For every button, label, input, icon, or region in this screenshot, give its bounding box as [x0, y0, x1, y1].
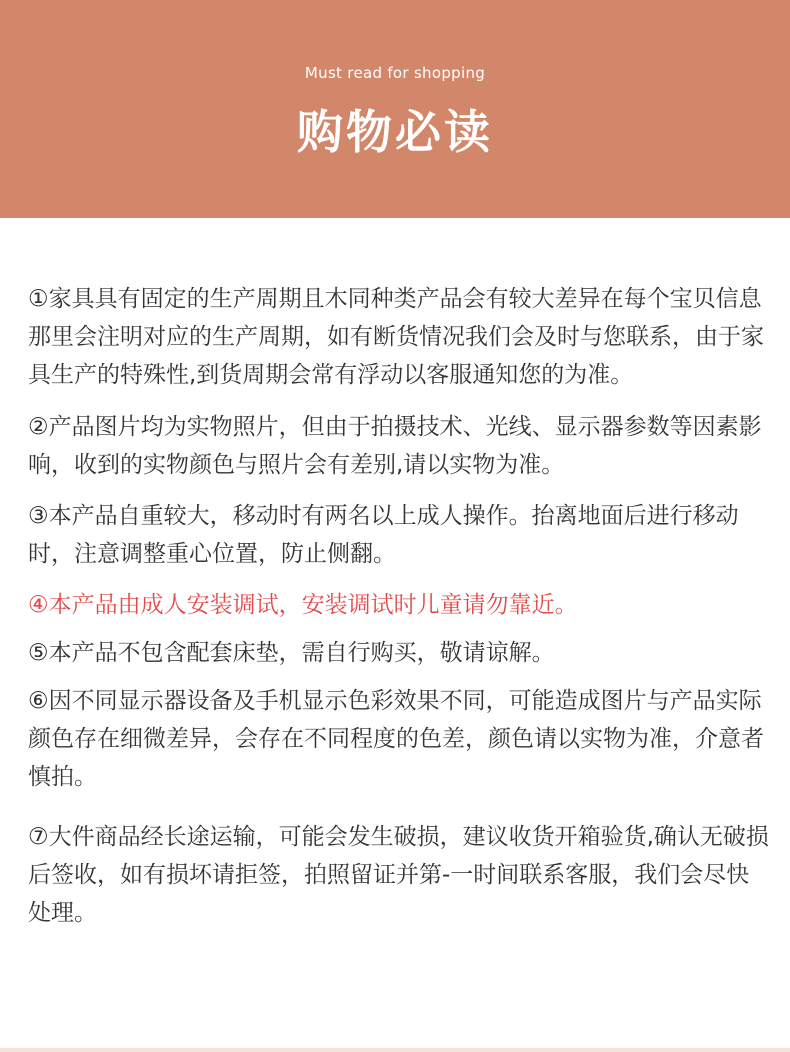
- page-title: 购物必读: [297, 105, 493, 159]
- note-item-1: ①家具具有固定的生产周期且木同种类产品会有较大差异在每个宝贝信息那里会注明对应的生产周期，如有断货情况我们会及时与您联系，由于家具生产的特殊性,到货周期会常有浮动以客服通知您的为准。: [28, 286, 764, 388]
- header-banner: [0, 0, 790, 218]
- note-item-4-warning: ④本产品由成人安装调试，安装调试时儿童请勿靠近。: [28, 592, 578, 618]
- note-item-7: ⑦大件商品经长途运输，可能会发生破损，建议收货开箱验货,确认无破损后签收，如有损坏请拒签，拍照留证并第-一时间联系客服，我们会尽快处理。: [28, 824, 769, 926]
- note-item-5: ⑤本产品不包含配套床垫，需自行购买，敬请谅解。: [28, 640, 555, 666]
- note-item-2: ②产品图片均为实物照片，但由于拍摄技术、光线、显示器参数等因素影响，收到的实物颜色与照片会有差别,请以实物为准。: [28, 414, 762, 478]
- bottom-divider: [0, 1048, 790, 1052]
- note-item-6: ⑥因不同显示器设备及手机显示色彩效果不同，可能造成图片与产品实际颜色存在细微差异，会存在不同程度的色差，颜色请以实物为准，介意者慎拍。: [28, 688, 764, 790]
- note-item-3: ③本产品自重较大，移动时有两名以上成人操作。抬离地面后进行移动时，注意调整重心位置，防止侧翻。: [28, 503, 739, 567]
- notes-list: [28, 280, 770, 932]
- header-subtitle: Must read for shopping: [304, 64, 486, 82]
